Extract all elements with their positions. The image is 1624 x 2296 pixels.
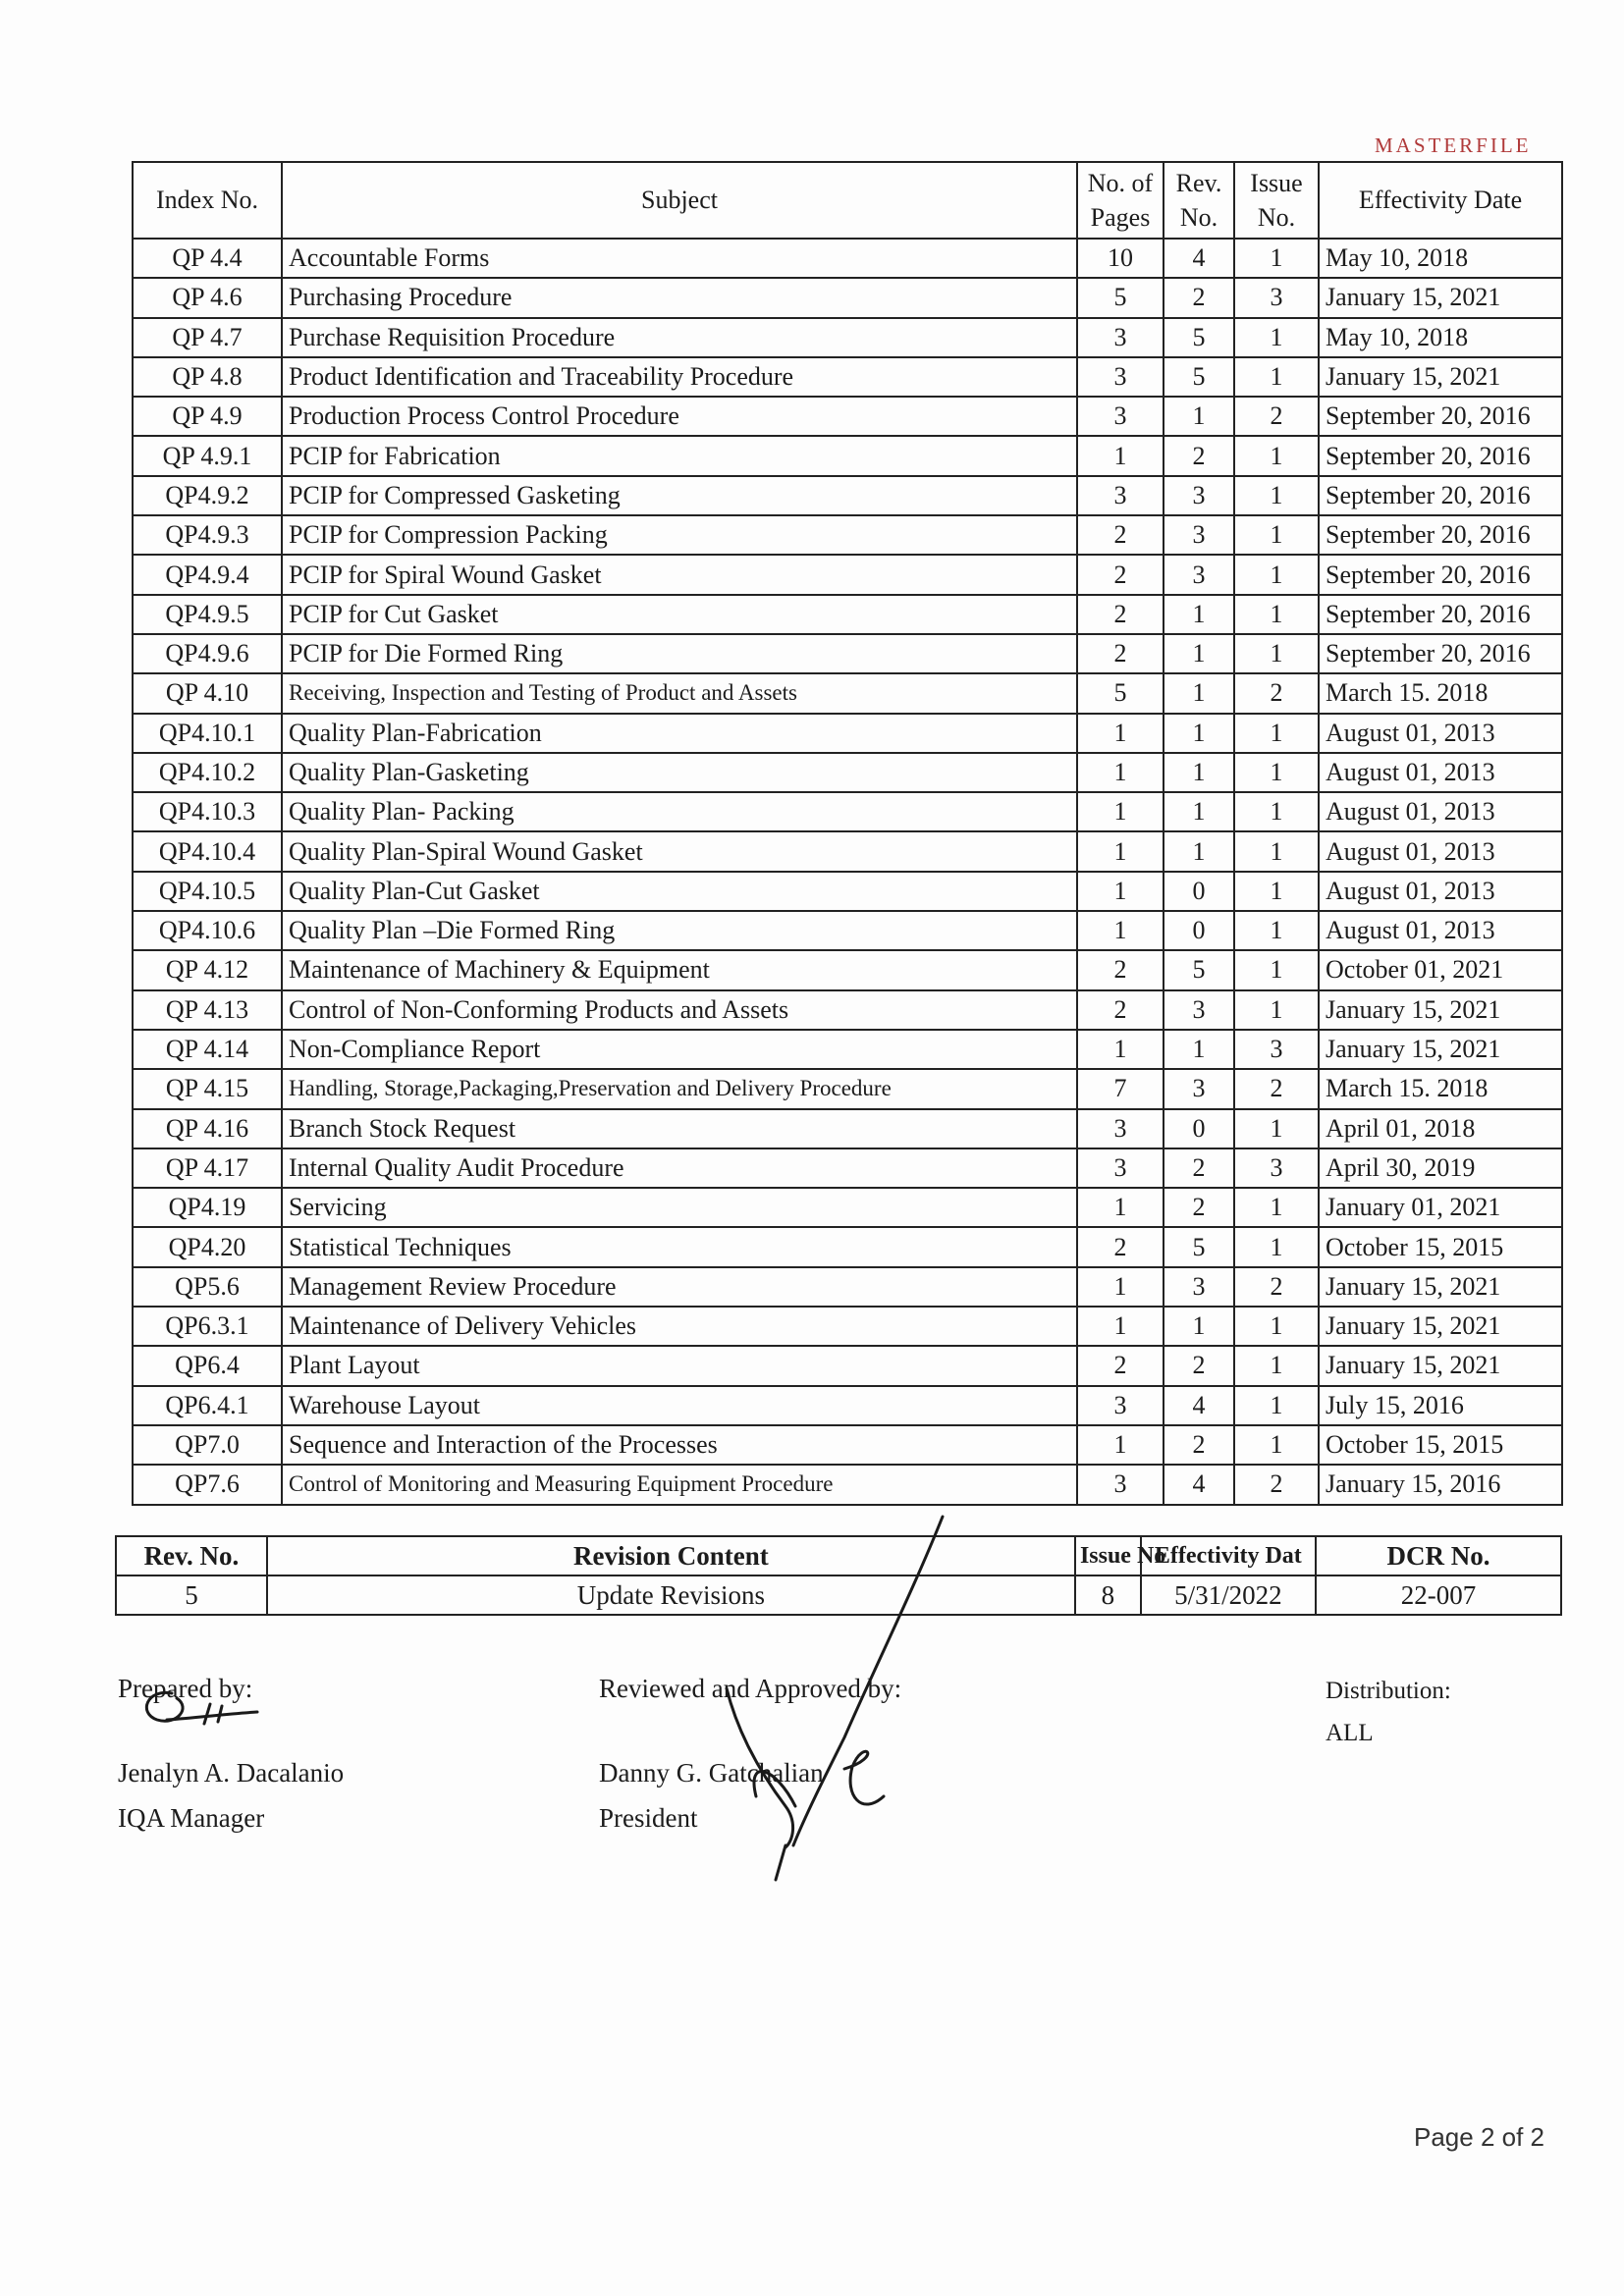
row-no-of-pages: 3 [1077, 397, 1164, 436]
row-no-of-pages: 3 [1077, 1386, 1164, 1425]
row-rev-no: 2 [1164, 1148, 1234, 1188]
table-row [133, 831, 1562, 871]
page-number: Page 2 of 2 [1414, 2122, 1544, 2152]
row-index-no: QP 4.9 [133, 397, 282, 436]
row-no-of-pages: 2 [1077, 555, 1164, 594]
table-row [133, 714, 1562, 753]
row-no-of-pages: 3 [1077, 1109, 1164, 1148]
table-row [133, 1386, 1562, 1425]
row-index-no: QP 4.15 [133, 1069, 282, 1108]
row-issue-no: 1 [1234, 872, 1319, 911]
row-effectivity-date: August 01, 2013 [1319, 753, 1562, 792]
revision-header-row [116, 1536, 1561, 1575]
revision-header-dcr-no: DCR No. [1316, 1536, 1561, 1575]
table-row [133, 318, 1562, 357]
row-issue-no: 1 [1234, 515, 1319, 555]
row-rev-no: 5 [1164, 357, 1234, 397]
row-subject: PCIP for Die Formed Ring [282, 634, 1077, 673]
row-index-no: QP4.10.6 [133, 911, 282, 950]
prepared-by-title: IQA Manager [118, 1802, 265, 1833]
row-no-of-pages: 7 [1077, 1069, 1164, 1108]
row-rev-no: 3 [1164, 515, 1234, 555]
table-row [133, 753, 1562, 792]
distribution-value: ALL [1326, 1719, 1374, 1746]
reviewed-by-block [599, 1667, 901, 1842]
table-header-row [133, 162, 1562, 239]
row-no-of-pages: 1 [1077, 1267, 1164, 1307]
table-row [133, 1227, 1562, 1266]
row-issue-no: 2 [1234, 673, 1319, 713]
row-effectivity-date: October 01, 2021 [1319, 950, 1562, 989]
row-issue-no: 1 [1234, 634, 1319, 673]
row-rev-no: 1 [1164, 792, 1234, 831]
row-rev-no: 1 [1164, 634, 1234, 673]
row-issue-no: 1 [1234, 436, 1319, 475]
row-effectivity-date: September 20, 2016 [1319, 515, 1562, 555]
row-effectivity-date: August 01, 2013 [1319, 911, 1562, 950]
row-subject: Accountable Forms [282, 239, 1077, 278]
table-row [133, 911, 1562, 950]
row-rev-no: 1 [1164, 595, 1234, 634]
row-effectivity-date: October 15, 2015 [1319, 1425, 1562, 1465]
row-subject: Servicing [282, 1188, 1077, 1227]
row-rev-no: 2 [1164, 436, 1234, 475]
row-no-of-pages: 1 [1077, 1188, 1164, 1227]
row-rev-no: 5 [1164, 950, 1234, 989]
row-effectivity-date: January 15, 2021 [1319, 1030, 1562, 1069]
row-effectivity-date: January 15, 2016 [1319, 1465, 1562, 1504]
row-issue-no: 1 [1234, 555, 1319, 594]
table-row [133, 1346, 1562, 1385]
row-index-no: QP 4.14 [133, 1030, 282, 1069]
row-effectivity-date: January 01, 2021 [1319, 1188, 1562, 1227]
revision-header-content: Revision Content [267, 1536, 1075, 1575]
table-row [133, 1109, 1562, 1148]
table-row [133, 1188, 1562, 1227]
row-effectivity-date: July 15, 2016 [1319, 1386, 1562, 1425]
row-effectivity-date: August 01, 2013 [1319, 831, 1562, 871]
row-index-no: QP 4.10 [133, 673, 282, 713]
row-effectivity-date: January 15, 2021 [1319, 357, 1562, 397]
row-rev-no: 1 [1164, 673, 1234, 713]
row-index-no: QP4.19 [133, 1188, 282, 1227]
row-effectivity-date: March 15. 2018 [1319, 1069, 1562, 1108]
header-index-no: Index No. [133, 162, 282, 239]
row-subject: Receiving, Inspection and Testing of Product and Assets [282, 673, 1077, 713]
row-index-no: QP6.4 [133, 1346, 282, 1385]
row-effectivity-date: March 15. 2018 [1319, 673, 1562, 713]
row-no-of-pages: 5 [1077, 278, 1164, 317]
row-effectivity-date: August 01, 2013 [1319, 872, 1562, 911]
row-no-of-pages: 1 [1077, 1307, 1164, 1346]
row-issue-no: 3 [1234, 278, 1319, 317]
distribution-block [1326, 1671, 1451, 1754]
row-no-of-pages: 1 [1077, 872, 1164, 911]
row-no-of-pages: 2 [1077, 595, 1164, 634]
row-issue-no: 1 [1234, 595, 1319, 634]
table-row [133, 476, 1562, 515]
reviewed-by-name: Danny G. Gatchalian [599, 1757, 824, 1788]
row-subject: Quality Plan-Gasketing [282, 753, 1077, 792]
row-rev-no: 1 [1164, 1030, 1234, 1069]
row-subject: PCIP for Compression Packing [282, 515, 1077, 555]
row-index-no: QP4.10.5 [133, 872, 282, 911]
row-rev-no: 2 [1164, 278, 1234, 317]
row-no-of-pages: 2 [1077, 634, 1164, 673]
row-index-no: QP4.9.4 [133, 555, 282, 594]
row-subject: Internal Quality Audit Procedure [282, 1148, 1077, 1188]
row-no-of-pages: 5 [1077, 673, 1164, 713]
row-issue-no: 1 [1234, 831, 1319, 871]
row-effectivity-date: August 01, 2013 [1319, 792, 1562, 831]
row-no-of-pages: 2 [1077, 515, 1164, 555]
row-subject: Statistical Techniques [282, 1227, 1077, 1266]
revision-header-effectivity-date: Effectivity Dat [1141, 1536, 1316, 1575]
row-subject: PCIP for Fabrication [282, 436, 1077, 475]
row-effectivity-date: January 15, 2021 [1319, 1267, 1562, 1307]
revision-content: Update Revisions [267, 1575, 1075, 1615]
row-no-of-pages: 2 [1077, 1346, 1164, 1385]
table-row [133, 634, 1562, 673]
row-issue-no: 1 [1234, 714, 1319, 753]
row-no-of-pages: 3 [1077, 357, 1164, 397]
table-row [133, 950, 1562, 989]
row-rev-no: 0 [1164, 872, 1234, 911]
row-rev-no: 5 [1164, 1227, 1234, 1266]
row-issue-no: 1 [1234, 1425, 1319, 1465]
row-issue-no: 1 [1234, 1307, 1319, 1346]
row-subject: Production Process Control Procedure [282, 397, 1077, 436]
table-row [133, 1267, 1562, 1307]
prepared-by-label: Prepared by: [118, 1674, 253, 1703]
row-no-of-pages: 1 [1077, 911, 1164, 950]
row-no-of-pages: 1 [1077, 831, 1164, 871]
row-rev-no: 1 [1164, 1307, 1234, 1346]
row-no-of-pages: 3 [1077, 1465, 1164, 1504]
table-row [133, 673, 1562, 713]
row-issue-no: 1 [1234, 1346, 1319, 1385]
row-rev-no: 3 [1164, 476, 1234, 515]
table-row [133, 357, 1562, 397]
row-effectivity-date: September 20, 2016 [1319, 397, 1562, 436]
row-rev-no: 0 [1164, 911, 1234, 950]
table-row [133, 872, 1562, 911]
row-no-of-pages: 10 [1077, 239, 1164, 278]
row-effectivity-date: January 15, 2021 [1319, 1307, 1562, 1346]
row-index-no: QP 4.4 [133, 239, 282, 278]
row-issue-no: 1 [1234, 1109, 1319, 1148]
masterfile-stamp: MASTERFILE [1375, 133, 1532, 157]
row-index-no: QP7.6 [133, 1465, 282, 1504]
row-no-of-pages: 1 [1077, 792, 1164, 831]
header-effectivity-date: Effectivity Date [1319, 162, 1562, 239]
row-effectivity-date: January 15, 2021 [1319, 278, 1562, 317]
reviewed-by-title: President [599, 1802, 698, 1833]
row-subject: Control of Non-Conforming Products and Assets [282, 990, 1077, 1030]
row-subject: Purchase Requisition Procedure [282, 318, 1077, 357]
table-row [133, 1465, 1562, 1504]
row-rev-no: 1 [1164, 831, 1234, 871]
table-row [133, 1148, 1562, 1188]
row-subject: Maintenance of Delivery Vehicles [282, 1307, 1077, 1346]
row-index-no: QP4.10.1 [133, 714, 282, 753]
row-effectivity-date: October 15, 2015 [1319, 1227, 1562, 1266]
table-row [133, 1030, 1562, 1069]
row-rev-no: 3 [1164, 1267, 1234, 1307]
row-no-of-pages: 3 [1077, 1148, 1164, 1188]
row-no-of-pages: 2 [1077, 950, 1164, 989]
table-row [133, 555, 1562, 594]
row-rev-no: 1 [1164, 397, 1234, 436]
table-row [133, 239, 1562, 278]
row-no-of-pages: 2 [1077, 1227, 1164, 1266]
row-subject: Management Review Procedure [282, 1267, 1077, 1307]
row-rev-no: 2 [1164, 1425, 1234, 1465]
table-row [133, 1069, 1562, 1108]
row-issue-no: 2 [1234, 1267, 1319, 1307]
row-index-no: QP 4.8 [133, 357, 282, 397]
row-index-no: QP4.10.2 [133, 753, 282, 792]
row-no-of-pages: 1 [1077, 1425, 1164, 1465]
revision-issue-no: 8 [1075, 1575, 1141, 1615]
row-rev-no: 4 [1164, 1386, 1234, 1425]
row-issue-no: 1 [1234, 911, 1319, 950]
row-issue-no: 1 [1234, 1227, 1319, 1266]
row-effectivity-date: August 01, 2013 [1319, 714, 1562, 753]
row-index-no: QP 4.7 [133, 318, 282, 357]
table-row [133, 1425, 1562, 1465]
row-effectivity-date: January 15, 2021 [1319, 1346, 1562, 1385]
row-issue-no: 2 [1234, 397, 1319, 436]
row-issue-no: 1 [1234, 357, 1319, 397]
row-issue-no: 1 [1234, 753, 1319, 792]
prepared-by-block [118, 1667, 344, 1842]
prepared-by-name: Jenalyn A. Dacalanio [118, 1757, 345, 1788]
row-subject: Handling, Storage,Packaging,Preservation and Delivery Procedure [282, 1069, 1077, 1108]
row-subject: Branch Stock Request [282, 1109, 1077, 1148]
row-rev-no: 1 [1164, 753, 1234, 792]
row-no-of-pages: 1 [1077, 1030, 1164, 1069]
row-rev-no: 5 [1164, 318, 1234, 357]
revision-dcr-no: 22-007 [1316, 1575, 1561, 1615]
row-subject: Purchasing Procedure [282, 278, 1077, 317]
table-row [133, 595, 1562, 634]
table-row [133, 792, 1562, 831]
row-index-no: QP4.9.3 [133, 515, 282, 555]
table-row [133, 278, 1562, 317]
row-rev-no: 3 [1164, 555, 1234, 594]
row-subject: PCIP for Cut Gasket [282, 595, 1077, 634]
row-issue-no: 1 [1234, 990, 1319, 1030]
header-rev-no: Rev. No. [1164, 162, 1234, 239]
table-row [133, 515, 1562, 555]
row-rev-no: 2 [1164, 1188, 1234, 1227]
table-row [133, 436, 1562, 475]
row-index-no: QP6.3.1 [133, 1307, 282, 1346]
row-issue-no: 1 [1234, 950, 1319, 989]
row-index-no: QP5.6 [133, 1267, 282, 1307]
row-index-no: QP 4.17 [133, 1148, 282, 1188]
row-effectivity-date: May 10, 2018 [1319, 239, 1562, 278]
row-no-of-pages: 1 [1077, 436, 1164, 475]
row-no-of-pages: 3 [1077, 318, 1164, 357]
row-subject: PCIP for Compressed Gasketing [282, 476, 1077, 515]
revision-row [116, 1575, 1561, 1615]
row-index-no: QP4.9.6 [133, 634, 282, 673]
table-row [133, 1307, 1562, 1346]
row-subject: Sequence and Interaction of the Processes [282, 1425, 1077, 1465]
table-row [133, 397, 1562, 436]
row-index-no: QP 4.6 [133, 278, 282, 317]
revision-rev-no: 5 [116, 1575, 267, 1615]
procedure-index-table [132, 161, 1563, 1506]
row-effectivity-date: January 15, 2021 [1319, 990, 1562, 1030]
row-subject: Quality Plan-Cut Gasket [282, 872, 1077, 911]
row-rev-no: 4 [1164, 239, 1234, 278]
row-issue-no: 1 [1234, 318, 1319, 357]
row-issue-no: 1 [1234, 476, 1319, 515]
row-effectivity-date: April 30, 2019 [1319, 1148, 1562, 1188]
revision-header-issue-no: Issue No [1075, 1536, 1141, 1575]
row-effectivity-date: September 20, 2016 [1319, 595, 1562, 634]
row-issue-no: 3 [1234, 1030, 1319, 1069]
distribution-label: Distribution: [1326, 1678, 1451, 1704]
row-effectivity-date: September 20, 2016 [1319, 634, 1562, 673]
row-index-no: QP4.20 [133, 1227, 282, 1266]
row-issue-no: 1 [1234, 239, 1319, 278]
row-issue-no: 1 [1234, 1188, 1319, 1227]
row-rev-no: 2 [1164, 1346, 1234, 1385]
row-subject: Warehouse Layout [282, 1386, 1077, 1425]
row-index-no: QP4.10.3 [133, 792, 282, 831]
row-no-of-pages: 1 [1077, 753, 1164, 792]
row-subject: Quality Plan-Fabrication [282, 714, 1077, 753]
row-rev-no: 1 [1164, 714, 1234, 753]
row-index-no: QP 4.9.1 [133, 436, 282, 475]
row-no-of-pages: 3 [1077, 476, 1164, 515]
row-subject: Non-Compliance Report [282, 1030, 1077, 1069]
row-index-no: QP4.9.5 [133, 595, 282, 634]
row-index-no: QP 4.12 [133, 950, 282, 989]
row-index-no: QP7.0 [133, 1425, 282, 1465]
row-index-no: QP 4.13 [133, 990, 282, 1030]
row-no-of-pages: 2 [1077, 990, 1164, 1030]
row-issue-no: 2 [1234, 1465, 1319, 1504]
row-issue-no: 2 [1234, 1069, 1319, 1108]
row-index-no: QP6.4.1 [133, 1386, 282, 1425]
row-index-no: QP4.9.2 [133, 476, 282, 515]
revision-table [115, 1535, 1562, 1616]
row-rev-no: 3 [1164, 990, 1234, 1030]
row-effectivity-date: September 20, 2016 [1319, 476, 1562, 515]
row-issue-no: 1 [1234, 792, 1319, 831]
row-index-no: QP 4.16 [133, 1109, 282, 1148]
row-subject: PCIP for Spiral Wound Gasket [282, 555, 1077, 594]
row-rev-no: 0 [1164, 1109, 1234, 1148]
header-no-of-pages: No. of Pages [1077, 162, 1164, 239]
row-rev-no: 4 [1164, 1465, 1234, 1504]
row-issue-no: 3 [1234, 1148, 1319, 1188]
revision-header-rev-no: Rev. No. [116, 1536, 267, 1575]
reviewed-by-label: Reviewed and Approved by: [599, 1674, 902, 1703]
row-effectivity-date: May 10, 2018 [1319, 318, 1562, 357]
row-subject: Quality Plan-Spiral Wound Gasket [282, 831, 1077, 871]
row-subject: Plant Layout [282, 1346, 1077, 1385]
row-effectivity-date: September 20, 2016 [1319, 436, 1562, 475]
row-subject: Quality Plan –Die Formed Ring [282, 911, 1077, 950]
row-effectivity-date: September 20, 2016 [1319, 555, 1562, 594]
table-row [133, 990, 1562, 1030]
header-issue-no: Issue No. [1234, 162, 1319, 239]
row-subject: Product Identification and Traceability Procedure [282, 357, 1077, 397]
row-no-of-pages: 1 [1077, 714, 1164, 753]
header-subject: Subject [282, 162, 1077, 239]
row-subject: Quality Plan- Packing [282, 792, 1077, 831]
row-subject: Maintenance of Machinery & Equipment [282, 950, 1077, 989]
row-rev-no: 3 [1164, 1069, 1234, 1108]
row-index-no: QP4.10.4 [133, 831, 282, 871]
row-subject: Control of Monitoring and Measuring Equipment Procedure [282, 1465, 1077, 1504]
revision-effectivity-date: 5/31/2022 [1141, 1575, 1316, 1615]
row-effectivity-date: April 01, 2018 [1319, 1109, 1562, 1148]
row-issue-no: 1 [1234, 1386, 1319, 1425]
